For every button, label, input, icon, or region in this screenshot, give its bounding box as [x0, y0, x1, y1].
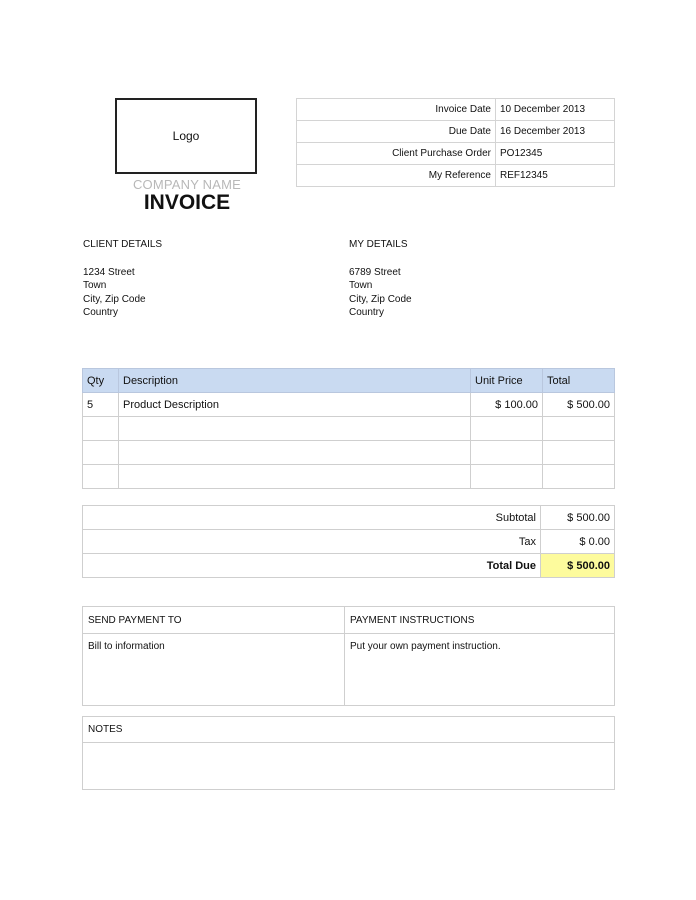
header-qty: Qty — [83, 369, 119, 393]
subtotal-value: $ 500.00 — [541, 506, 615, 530]
line-items-table — [82, 368, 615, 489]
meta-label: Client Purchase Order — [297, 143, 496, 165]
invoice-meta-table — [296, 98, 615, 187]
payment-instructions-body: Put your own payment instruction. — [345, 634, 615, 706]
my-details-heading: MY DETAILS — [349, 239, 408, 250]
cell-total — [543, 441, 615, 465]
cell-description — [119, 441, 471, 465]
line-items-header — [83, 369, 615, 393]
cell-qty — [83, 441, 119, 465]
cell-qty — [83, 417, 119, 441]
client-address-line: Town — [83, 280, 107, 291]
cell-total — [543, 465, 615, 489]
payment-header-row — [83, 607, 615, 634]
subtotal-row — [83, 506, 615, 530]
notes-header-row — [83, 717, 615, 743]
cell-description: Product Description — [119, 393, 471, 417]
cell-description — [119, 465, 471, 489]
total-due-value: $ 500.00 — [541, 554, 615, 578]
my-address-line: Country — [349, 307, 385, 318]
client-details-heading: CLIENT DETAILS — [83, 239, 163, 250]
cell-unit-price — [471, 465, 543, 489]
table-row — [83, 417, 615, 441]
meta-row-invoice-date — [297, 99, 615, 121]
meta-label: Invoice Date — [297, 99, 496, 121]
header-total: Total — [543, 369, 615, 393]
my-details — [349, 238, 412, 320]
payment-instructions-heading: PAYMENT INSTRUCTIONS — [345, 607, 615, 634]
cell-unit-price — [471, 441, 543, 465]
tax-row — [83, 530, 615, 554]
cell-total — [543, 417, 615, 441]
meta-row-purchase-order — [297, 143, 615, 165]
logo-placeholder — [115, 98, 257, 174]
cell-description — [119, 417, 471, 441]
client-details — [83, 238, 162, 320]
meta-value: REF12345 — [496, 165, 615, 187]
cell-qty — [83, 465, 119, 489]
table-row — [83, 441, 615, 465]
cell-total: $ 500.00 — [543, 393, 615, 417]
meta-row-reference — [297, 165, 615, 187]
tax-value: $ 0.00 — [541, 530, 615, 554]
meta-value: 16 December 2013 — [496, 121, 615, 143]
notes-body-row — [83, 743, 615, 790]
meta-value: PO12345 — [496, 143, 615, 165]
my-address-line: Town — [349, 280, 373, 291]
totals-table — [82, 505, 615, 578]
my-address-line: City, Zip Code — [349, 293, 412, 305]
subtotal-label: Subtotal — [83, 506, 541, 530]
table-row — [83, 465, 615, 489]
total-due-label: Total Due — [83, 554, 541, 578]
my-address-line: 6789 Street — [349, 266, 401, 278]
client-address-line: 1234 Street — [83, 266, 135, 278]
send-payment-body: Bill to information — [83, 634, 345, 706]
client-address-line: City, Zip Code — [83, 293, 146, 305]
company-name: COMPANY NAME — [132, 177, 242, 192]
total-due-row — [83, 554, 615, 578]
notes-body — [83, 743, 615, 790]
notes-heading: NOTES — [83, 717, 615, 743]
meta-label: Due Date — [297, 121, 496, 143]
header-description: Description — [119, 369, 471, 393]
client-address-line: Country — [83, 307, 119, 318]
table-row — [83, 393, 615, 417]
notes-table — [82, 716, 615, 790]
meta-label: My Reference — [297, 165, 496, 187]
invoice-title: INVOICE — [143, 191, 231, 214]
cell-unit-price: $ 100.00 — [471, 393, 543, 417]
logo-text: Logo — [172, 129, 200, 143]
tax-label: Tax — [83, 530, 541, 554]
cell-unit-price — [471, 417, 543, 441]
payment-body-row — [83, 634, 615, 706]
meta-row-due-date — [297, 121, 615, 143]
cell-qty: 5 — [83, 393, 119, 417]
payment-table — [82, 606, 615, 706]
header-unit-price: Unit Price — [471, 369, 543, 393]
send-payment-heading: SEND PAYMENT TO — [83, 607, 345, 634]
meta-value: 10 December 2013 — [496, 99, 615, 121]
